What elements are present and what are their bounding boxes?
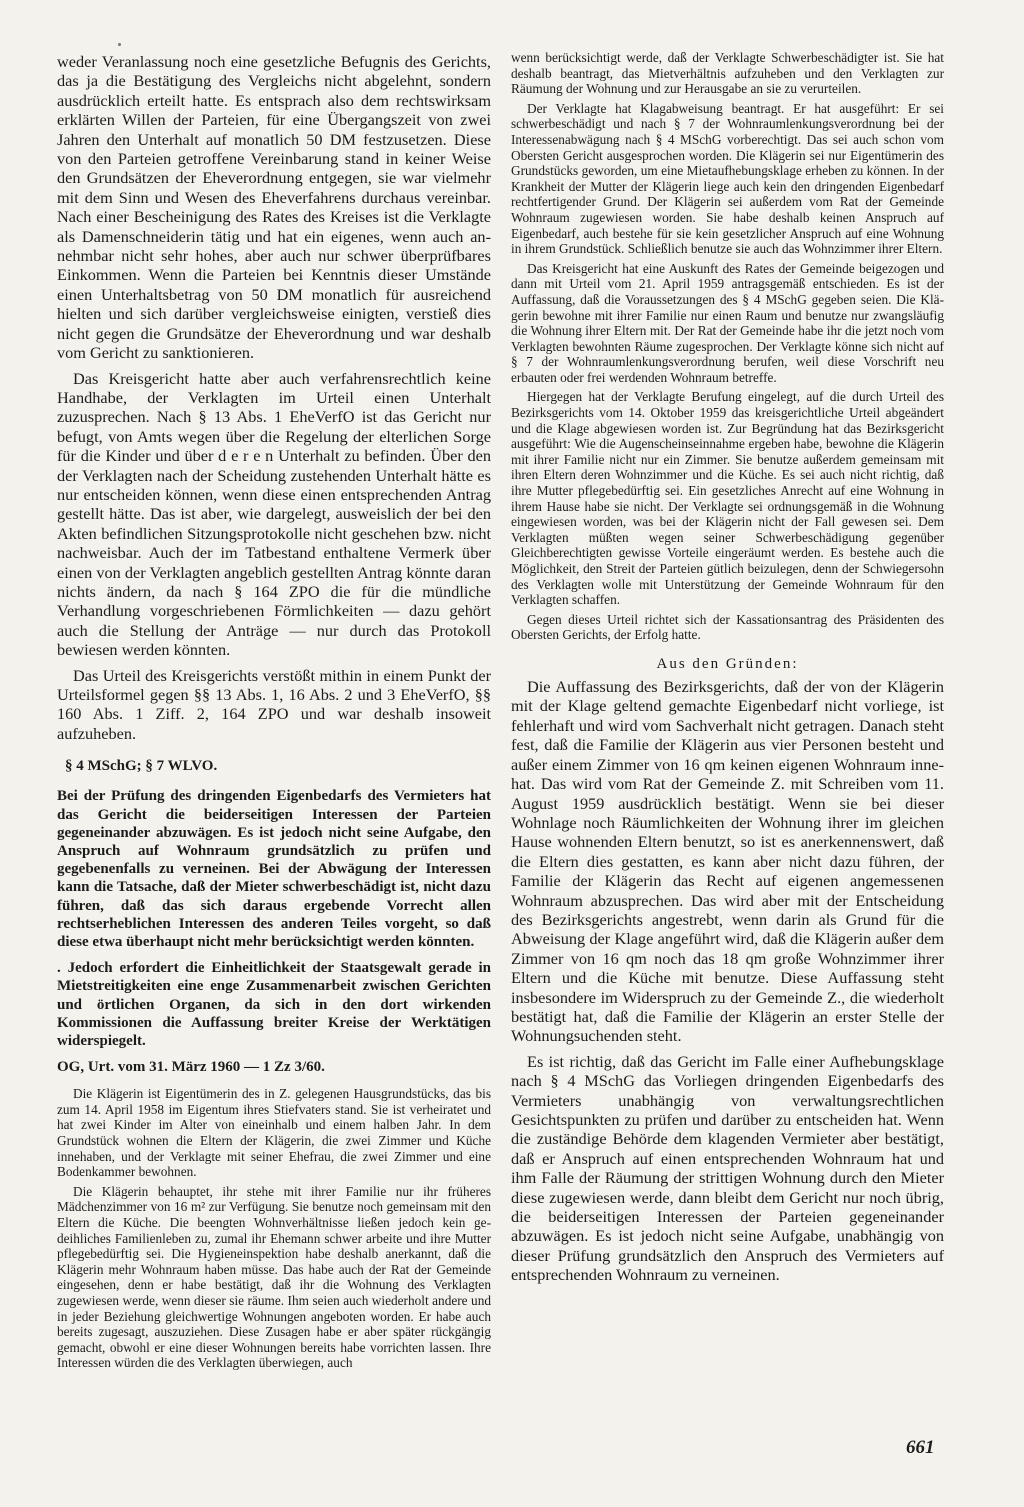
paragraph: Das Urteil des Kreisgerichts verstößt mithin in einem Punkt der Urteilsformel gegen §§ 13 Abs. 1, 16 Abs. 2 und 3 EheVerfO, §§ 160 Abs. 1 Ziff. 2, 164 ZPO und war deshalb insoweit aufzuheben. (57, 665, 491, 743)
paragraph: Gegen dieses Urteil richtet sich der Kassationsantrag des Präsidenten des Obersten Gerichts, der Erfolg hatte. (511, 611, 944, 643)
paragraph: Hiergegen hat der Verklagte Berufung eingelegt, auf die durch Urteil des Bezirksgerichts vom 14. Oktober 1959 das kreisgerichtliche Urteil abgeändert und die Klage abgewiesen worden ist. Zur Begründung hat das Bezirksgericht ausgeführt: Wie die Augenscheinseinnahme ergeben habe, bewohne die Klägerin mit ihrer Familie nicht nur ein Zimmer. Sie benutze außerdem gemeinsam mit ihren Eltern deren Wohnzimmer und die Küche. Es sei auch nicht richtig, daß ihre Mutter pflegebedürftig sei. Ein gesetzliches Anrecht auf eine Wohnung in ihrem Hause habe sie nicht. Der Verklagte sei ordnungsgemäß in die Wohnung eingewiesen worden, was bei der Klägerin nicht der Fall gewesen sei. Dem Verklagten müßten wegen seiner Schwerbeschädigung gegenüber Gleichberechtigten gewisse Vorteile eingeräumt werden. Es bestehe auch die Möglichkeit, den Streit der Parteien gütlich beizulegen, denn der Schwiegersohn des Verklagten wolle mit Unterstützung der Gemeinde Wohnraum für den Verklagten schaffen. (511, 389, 944, 608)
headnote: Bei der Prüfung des dringenden Eigenbedarfs des Vermieters hat das Gericht die beiderseitigen Interessen der Parteien gegeneinander abzuwägen. Es ist jedoch nicht seine Aufgabe, den Anspruch auf Wohnraum grundsätzlich zu prüfen und gegebenenfalls zu verneinen. Bei der Abwägung der Interessen kann die Tatsache, daß der Mieter schwerbeschädigt ist, nicht dazu führen, daß das sich daraus ergebende Vorrecht allen rechtserheblichen Interessen des anderen Teiles vorgeht, so daß diese etwa überhaupt nicht mehr berücksichtigt werden könnten. (57, 788, 491, 950)
paragraph: Die Klägerin ist Eigentümerin des in Z. gelegenen Hausgrundstücks, das bis zum 14. April 1958 im Eigentum ihres Stiefvaters stand. Sie ist verheiratet und hat zwei Kinder im Alter von eineinhalb und einem halben Jahr. In dem Grundstück wohnen die Eltern der Klägerin, die zwei Zimmer und Küche innehaben, und der Verklagte mit seiner Ehefrau, die zwei Zimmer und eine Bodenkammer bewohnen. (57, 1086, 491, 1180)
section-heading: Aus den Gründen: (656, 655, 799, 672)
paragraph: Die Klägerin behauptet, ihr stehe mit ihrer Familie nur ihr früheres Mädchenzimmer von 16 m² zur Verfügung. Sie benutze noch gemeinsam mit den Eltern die Küche. Die beengten Wohnverhältnisse ließen jedoch kein gedeihliches Familienleben zu, zumal ihr Ehemann schwer arbeite und ihre Mutter pflegebedürftig sei. Die Hygieneinspektion habe deshalb anerkannt, daß die Klägerin mehr Wohnraum haben müsse. Das habe auch der Rat der Gemeinde eingesehen, denn er habe bestätigt, daß ihr die Wohnung des Verklagten zugewiesen werde, wenn dieser sie räume. Ihm seien auch wiederholt andere und in jeder Beziehung gleichwertige Wohnungen angeboten worden. Er habe auch bereits zugesagt, auszuziehen. Diese Zusagen habe er aber später rückgängig gemacht, obwohl er eine dieser Wohnungen bereits habe vorrichten lassen. Ihre Interessen würden die des Verklagten überwiegen, auch (57, 1183, 491, 1371)
paragraph: Das Kreisgericht hat eine Auskunft des Rates der Gemeinde beigezogen und dann mit Urteil vom 21. April 1959 antragsgemäß entschieden. Es ist der Auffassung, daß die Voraussetzungen des § 4 MSchG gegeben seien. Die Klägerin bewohne mit ihrer Familie nur einen Raum und benutze nur zwangsläufig die Wohnung ihrer Eltern mit. Der Rat der Gemeinde habe ihr die jetzt noch vom Verklagten bewohnten Räume zugesprochen. Der Verklagte könne sich nicht auf § 7 der Wohnraumlenkungsverordnung berufen, weil diese Vorschrift neu erbauten oder frei werdenden Wohnraum betreffe. (511, 260, 944, 385)
paragraph: Das Kreisgericht hatte aber auch verfahrensrechtlich keine Handhabe, der Verklagten im Urteil einen Unterhalt zuzusprechen. Nach § 13 Abs. 1 EheVerfO ist das Gericht nur befugt, von Amts wegen über die Regelung der elterlichen Sorge für die Kinder und über d e r e n Unterhalt zu befinden. Über den der Verklagten nach der Scheidung zustehenden Unterhalt hätte es nur entscheiden können, wenn diese einen entsprechenden Antrag gestellt hätte. Das ist aber, wie dargelegt, ausweislich der bei den Akten befindlichen Sitzungsprotokolle nicht geschehen bzw. nicht nachweisbar. Auch der im Tatbestand enthaltene Vermerk über einen von der Verklagten angeblich gestellten Antrag könnte daran nichts ändern, da nach § 164 ZPO die für die mündliche Verhandlung vorgeschriebenen Förmlichkeiten — dazu gehört auch die Stellung der Anträge — nur durch das Protokoll bewiesen werden könnten. (57, 368, 491, 660)
paragraph: weder Veranlassung noch eine gesetzliche Befugnis des Gerichts, das ja die Bestätigung des Vergleichs nicht abgelehnt, sondern ausdrücklich erteilt hatte. Es entsprach also dem rechtswirksam erklärten Willen der Parteien, für eine Übergangszeit von zwei Jahren den Unterhalt auf monatlich 50 DM festzusetzen. Diese von den Parteien getroffene Vereinbarung stand in keiner Weise den Grundsätzen der Eheverordnung entgegen, sie war vielmehr mit dem Sinn und Wesen des Eheverfahrens durchaus vereinbar. Nach einer Bescheinigung des Rates des Kreises ist die Verklagte als Damenschneiderin tätig und hat ein eigenes, wenn auch annehmbar nicht sehr hohes, aber auch nur schwer überprüfbares Einkommen. Wenn die Parteien bei Kenntnis dieser Umstände einen Unterhaltsbetrag von 50 DM monatlich für ausreichend hielten und sich darüber vergleichsweise einigten, verstieß dies nicht gegen die Grundsätze der Eheverordnung und war deshalb vom Gericht zu sanktionieren. (57, 52, 491, 363)
paragraph: Der Verklagte hat Klagabweisung beantragt. Er hat ausgeführt: Er sei schwerbeschädigt und nach § 7 der Wohnraumlenkungsverordnung bei der Interessenabwägung nach § 4 MSchG vorberechtigt. Das sei auch schon vom Obersten Gericht ausgesprochen worden. Die Klägerin sei nur Eigentümerin des Grundstücks geworden, um eine Mietaufhebungsklage erheben zu können. In der Krankheit der Mutter der Klägerin liege auch kein den dringenden Eigenbedarf rechtfertigender Grund. Der Klägerin sei außerdem vom Rat der Gemeinde Wohnraum zugewiesen worden. Sie habe deshalb keinen Anspruch auf Eigenbedarf, auch bestehe für sie kein gesetzlicher Anspruch auf eine Wohnung in ihrem Grundstück. Schließlich benutze sie auch das Wohnzimmer ihrer Eltern. (511, 100, 944, 257)
right-column (511, 50, 944, 1291)
left-column (57, 52, 491, 1375)
headnote: . Jedoch erfordert die Einheitlichkeit der Staatsgewalt gerade in Mietstreitigkeiten eine enge Zusammenarbeit zwischen Gerichten und örtlichen Organen, da sich in den dort wirkenden Kommissionen die Auffassung breiter Kreise der Werktätigen widerspiegelt. (57, 960, 491, 1049)
norm-heading: § 4 MSchG; § 7 WLVO. (65, 758, 218, 775)
page-number: 661 (906, 1437, 935, 1458)
case-citation: OG, Urt. vom 31. März 1960 — 1 Zz 3/60. (57, 1059, 325, 1076)
paragraph: Es ist richtig, daß das Gericht im Falle einer Aufhebungsklage nach § 4 MSchG das Vorliegen dringenden Eigenbedarfs des Vermieters unabhängig von verwaltungsrechtlichen Gesichtspunkten zu prüfen und darüber zu entscheiden hat. Wenn die zuständige Behörde dem klagenden Vermieter aber bestätigt, daß er Anspruch auf einen entsprechenden Wohnraum hat und ihm Falle der Räumung der strittigen Wohnung durch den Mieter diese zugewiesen werde, dann bleibt dem Gericht nur noch übrig, die beiderseitigen Interessen der Parteien gegeneinander abzuwägen. Es ist jedoch nicht seine Aufgabe, unabhängig von dieser Prüfung grundsätzlich den Anspruch des Vermieters auf entsprechenden Wohnraum zu verneinen. (511, 1051, 944, 1285)
paragraph: wenn berücksichtigt werde, daß der Verklagte Schwerbeschädigter ist. Sie hat deshalb beantragt, das Mietverhältnis aufzuheben und den Verklagten zur Räumung der Wohnung und zur Herausgabe an sie zu verurteilen. (511, 50, 944, 97)
print-speck (118, 43, 121, 46)
paragraph: Die Auffassung des Bezirksgerichts, daß der von der Klägerin mit der Klage geltend gemachte Eigenbedarf nicht vorliege, ist fehlerhaft und wird vom Sachverhalt nicht getragen. Danach steht fest, daß die Familie der Klägerin aus vier Personen besteht und außer einem Zimmer von 16 qm keinen eigenen Wohnraum innehat. Das wird vom Rat der Gemeinde Z. mit Schreiben vom 11. August 1959 ausdrücklich bestätigt. Wenn sie bei dieser Wohnlage noch Räumlichkeiten der Wohnung ihrer im gleichen Hause wohnenden Eltern benutzt, so ist es anerkennenswert, daß die Eltern dies gestatten, es kann aber nicht dazu führen, der Familie der Klägerin das Recht auf eigenen angemessenen Wohnraum abzusprechen. Das wird aber mit der Entscheidung des Bezirksgerichts angestrebt, wenn darin als Grund für die Abweisung der Klage angeführt wird, daß die Klägerin außer dem Zimmer von 16 qm noch das 18 qm große Wohnzimmer ihrer Eltern und die Küche mit benutze. Diese Auffassung steht insbesondere im Widerspruch zu der Gemeinde Z., die wiederholt bestätigt hat, daß die Familie der Klägerin an erster Stelle der Wohnungsuchenden steht. (511, 677, 944, 1046)
